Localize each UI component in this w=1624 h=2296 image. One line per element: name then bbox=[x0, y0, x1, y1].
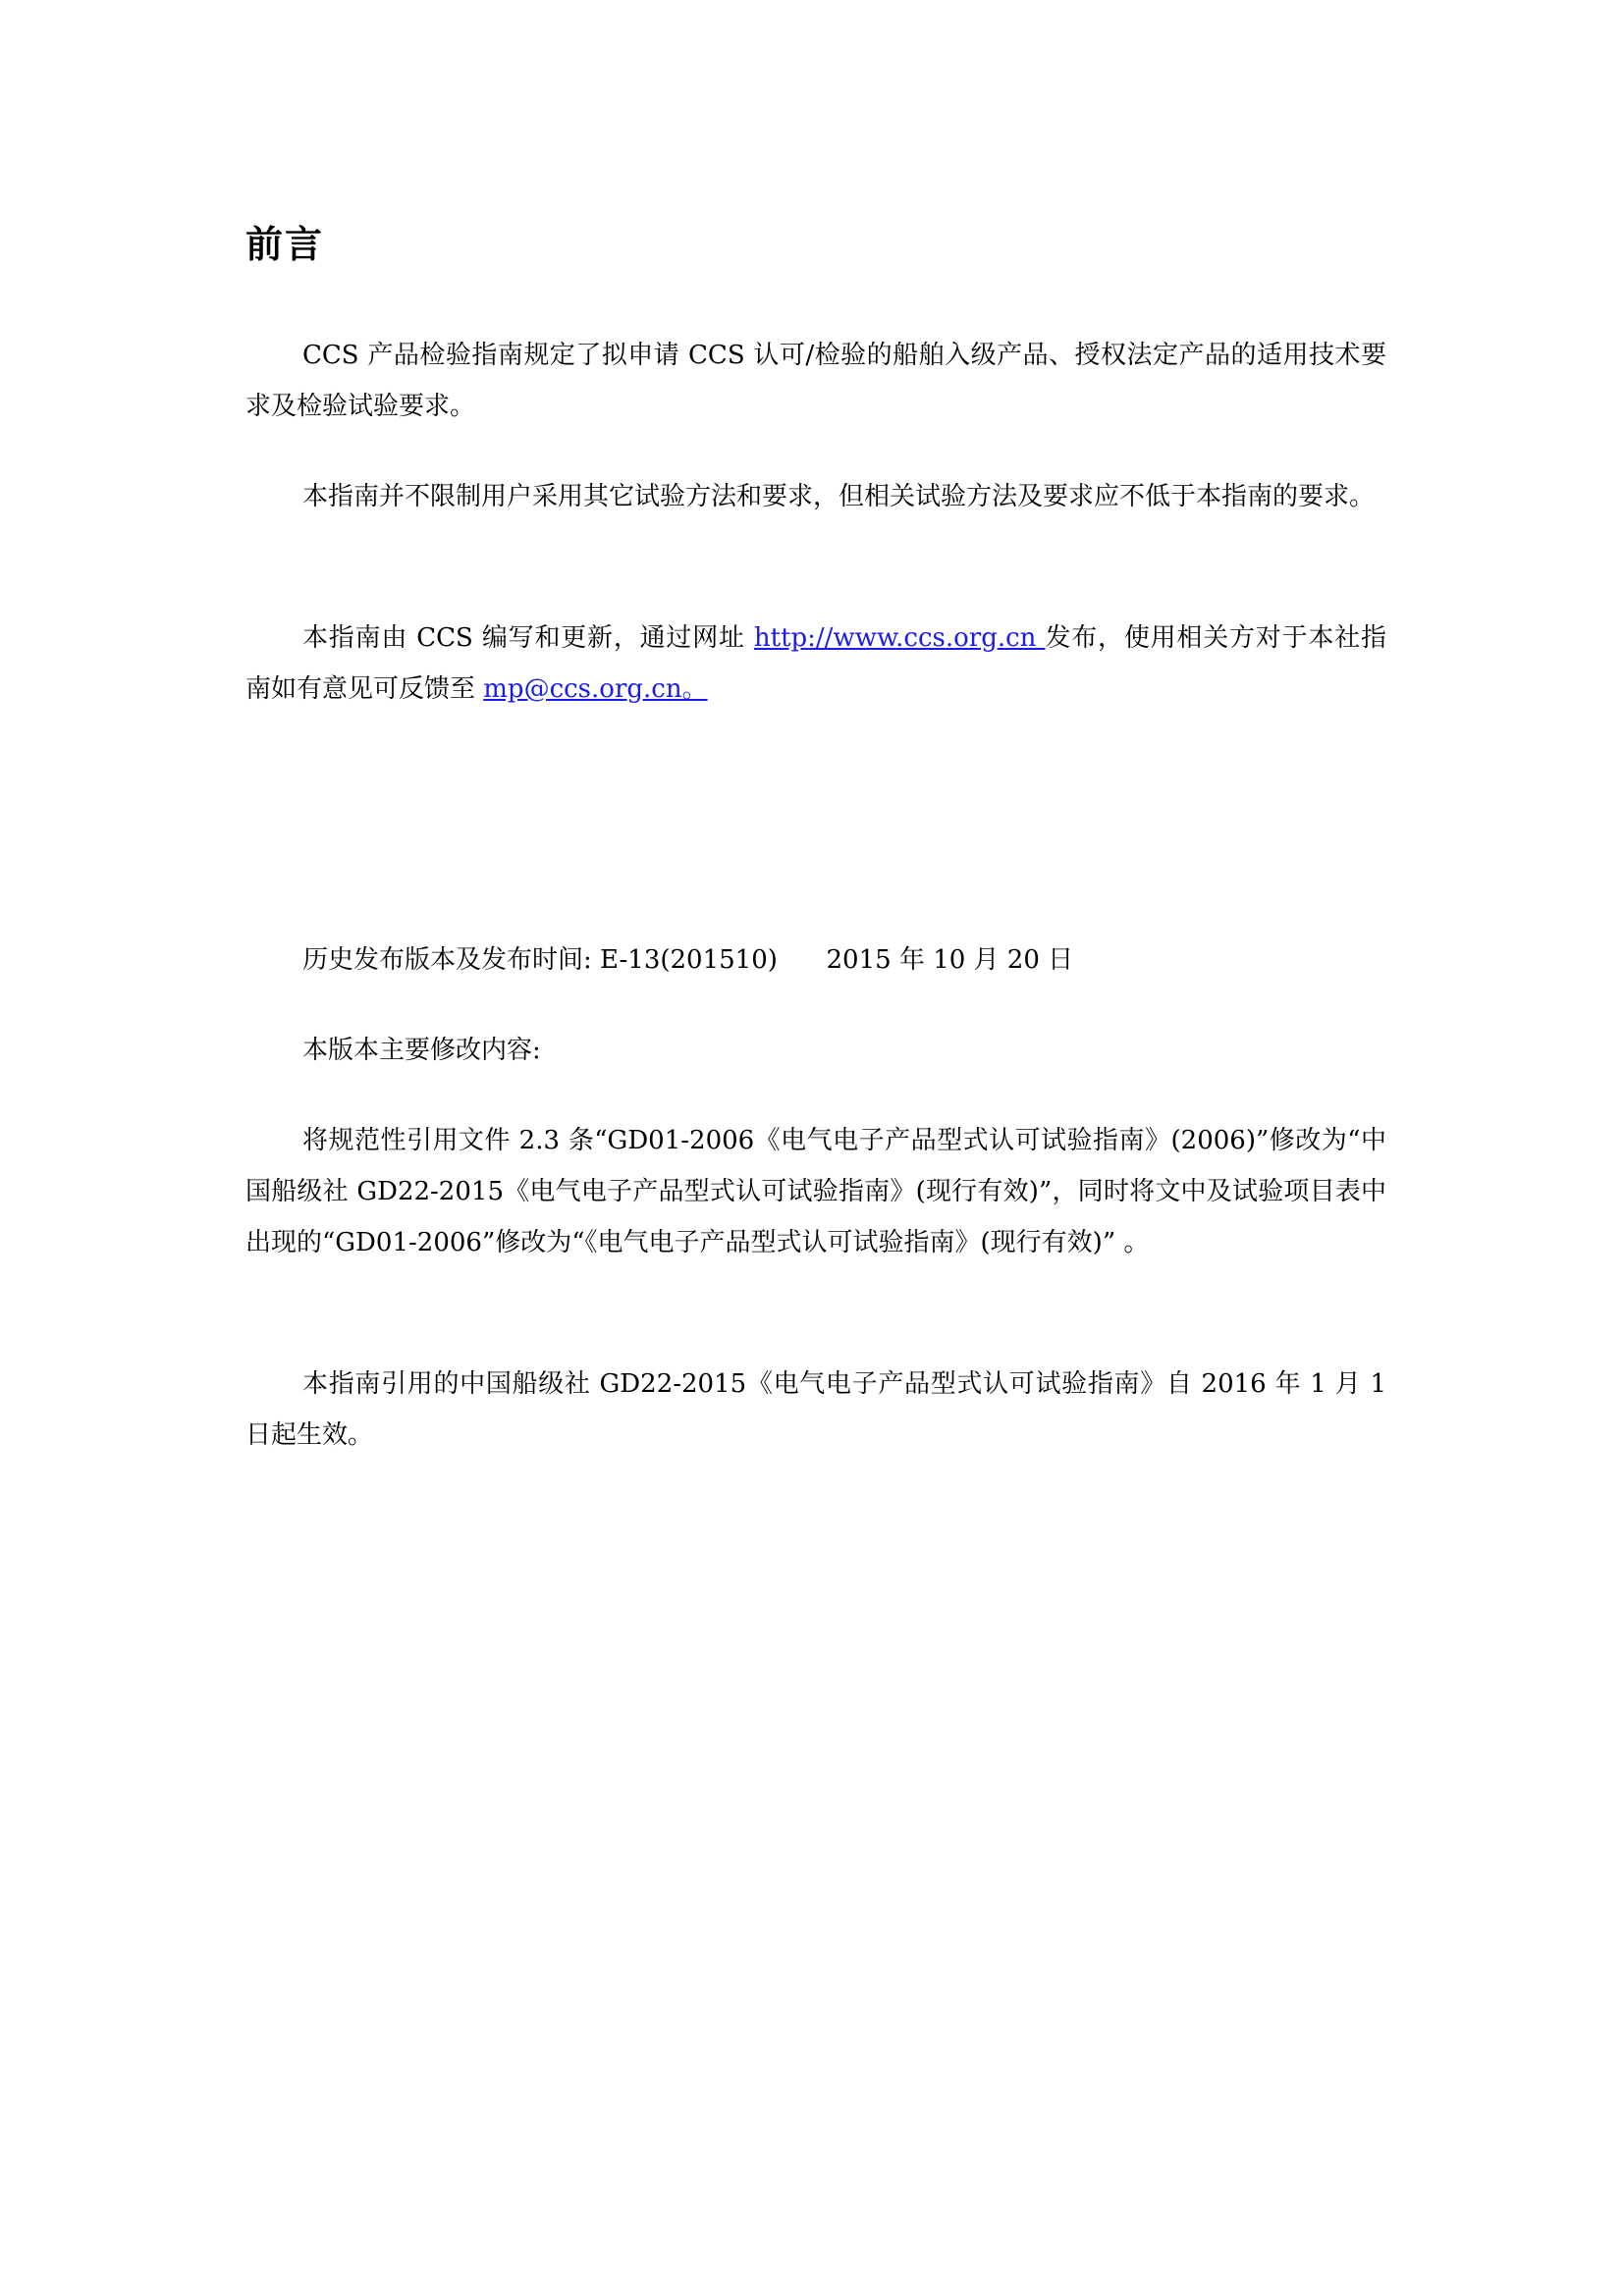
feedback-text-start: 本指南由 CCS 编写和更新，通过网址 bbox=[302, 623, 754, 653]
intro-paragraph-feedback bbox=[245, 613, 1386, 715]
intro-paragraph-scope: CCS 产品检验指南规定了拟申请 CCS 认可/检验的船舶入级产品、授权法定产品的适用技术要求及检验试验要求。 bbox=[245, 341, 1386, 421]
history-label: 历史发布版本及发布时间: E-13(201510) bbox=[302, 945, 778, 975]
intro-paragraph-limitation: 本指南并不限制用户采用其它试验方法和要求，但相关试验方法及要求应不低于本指南的要求。 bbox=[302, 482, 1376, 511]
revision-paragraph-change: 将规范性引用文件 2.3 条“GD01-2006《电气电子产品型式认可试验指南》(2006)”修改为“中国船级社 GD22-2015《电气电子产品型式认可试验指南》(现行有效)”，同时将文中及试验项目表中出现的“GD01-2006”修改为“《电气电子产品型式认可试验指南》(现行有效)” 。 bbox=[245, 1126, 1386, 1257]
history-date: 2015 年 10 月 20 日 bbox=[826, 945, 1074, 975]
revisions-title: 本版本主要修改内容: bbox=[302, 1036, 541, 1065]
email-link[interactable]: mp@ccs.org.cn。 bbox=[483, 674, 708, 704]
feedback-text-middle: 发布，使用相关方对于本社指南如有意见可反馈至 bbox=[245, 623, 1386, 704]
page-heading: 前言 bbox=[245, 223, 325, 266]
website-link[interactable]: http://www.ccs.org.cn bbox=[753, 623, 1046, 653]
revision-paragraph-effective: 本指南引用的中国船级社 GD22-2015《电气电子产品型式认可试验指南》自 2016 年 1 月 1 日起生效。 bbox=[245, 1369, 1386, 1450]
history-line bbox=[245, 934, 1386, 986]
